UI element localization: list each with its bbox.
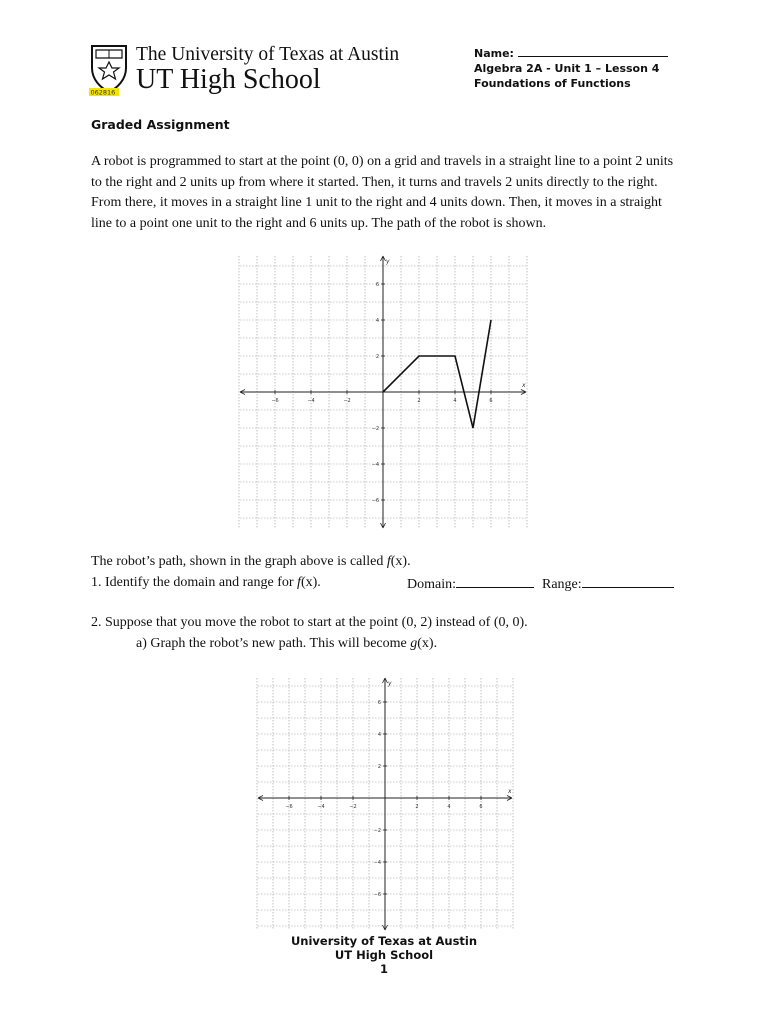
header-info [474, 46, 668, 91]
range-field[interactable] [542, 575, 674, 593]
y-tick-label: −6 [371, 498, 379, 504]
school-name: UT High School [136, 64, 321, 95]
range-label: Range: [542, 577, 582, 592]
x-tick-label: −6 [271, 398, 279, 404]
y-tick-label: −2 [371, 426, 379, 432]
domain-label: Domain: [407, 577, 456, 592]
x-tick-label: 2 [415, 804, 419, 810]
assignment-heading: Graded Assignment [91, 117, 230, 132]
ut-shield-logo [89, 44, 129, 96]
y-tick-label: 2 [377, 764, 381, 770]
x-tick-label: −4 [317, 804, 325, 810]
y-tick-label: 4 [377, 732, 381, 738]
y-tick-label: 6 [377, 700, 381, 706]
y-axis-label: y [386, 258, 390, 265]
caption-end: . [407, 554, 411, 569]
graph-caption [91, 554, 411, 570]
x-axis-label: x [508, 788, 512, 795]
y-tick-label: 4 [375, 318, 379, 324]
y-tick-label: −4 [371, 462, 379, 468]
x-tick-label: 4 [447, 804, 451, 810]
y-tick-label: 6 [375, 282, 379, 288]
x-tick-label: 6 [489, 398, 493, 404]
caption-text: The robot’s path, shown in the graph above is called [91, 554, 387, 569]
blank-graph-g[interactable] [256, 676, 514, 932]
x-tick-label: −2 [349, 804, 357, 810]
x-tick-label: −4 [307, 398, 315, 404]
intro-paragraph: A robot is programmed to start at the point (0, 0) on a grid and travels in a straight line to a point 2 units to the right and 2 units up from where it started. Then, it turns and travels 2 units directly to the right. From there, it moves in a straight line 1 unit to the right and 4 units down. Then, it moves in a straight line to a point one unit to the right and 6 units up. The path of the robot is shown. [91, 154, 674, 231]
y-tick-label: −6 [373, 892, 381, 898]
question-2a [136, 636, 437, 652]
question-1 [91, 575, 321, 591]
caption-arg: (x) [390, 554, 408, 569]
q2a-arg: (x) [417, 636, 434, 651]
logo-stamp: 062816 [90, 88, 116, 96]
footer-university: University of Texas at Austin [290, 934, 478, 948]
name-line [474, 46, 668, 61]
name-blank [518, 46, 668, 57]
q1-end: . [317, 575, 321, 590]
x-tick-label: −2 [343, 398, 351, 404]
question-2: 2. Suppose that you move the robot to start at the point (0, 2) instead of (0, 0). [91, 615, 528, 630]
x-axis-label: x [522, 382, 526, 389]
y-tick-label: 2 [375, 354, 379, 360]
page-footer [0, 934, 768, 976]
caption-func: f [386, 554, 391, 569]
lesson-title: Foundations of Functions [474, 77, 631, 90]
x-tick-label: −6 [285, 804, 293, 810]
x-tick-label: 6 [479, 804, 483, 810]
q2a-func: g [410, 636, 418, 651]
page-number: 1 [379, 962, 388, 976]
q2a-end: . [433, 636, 438, 651]
footer-school: UT High School [334, 948, 434, 962]
name-label: Name: [474, 47, 514, 60]
range-blank[interactable] [582, 575, 674, 588]
q1-text: 1. Identify the domain and range for [91, 575, 298, 590]
y-tick-label: −4 [373, 860, 381, 866]
x-tick-label: 4 [453, 398, 457, 404]
domain-blank[interactable] [456, 575, 534, 588]
q1-func: f [297, 575, 301, 590]
domain-field[interactable] [407, 575, 534, 593]
y-axis-label: y [388, 680, 392, 687]
q2a-text: a) Graph the robot’s new path. This will become [136, 636, 411, 651]
y-tick-label: −2 [373, 828, 381, 834]
course-label: Algebra 2A - Unit 1 – Lesson 4 [474, 62, 660, 75]
university-name: The University of Texas at Austin [136, 44, 400, 65]
q1-arg: (x) [300, 575, 318, 590]
robot-path-graph [238, 254, 528, 530]
x-tick-label: 2 [417, 398, 421, 404]
